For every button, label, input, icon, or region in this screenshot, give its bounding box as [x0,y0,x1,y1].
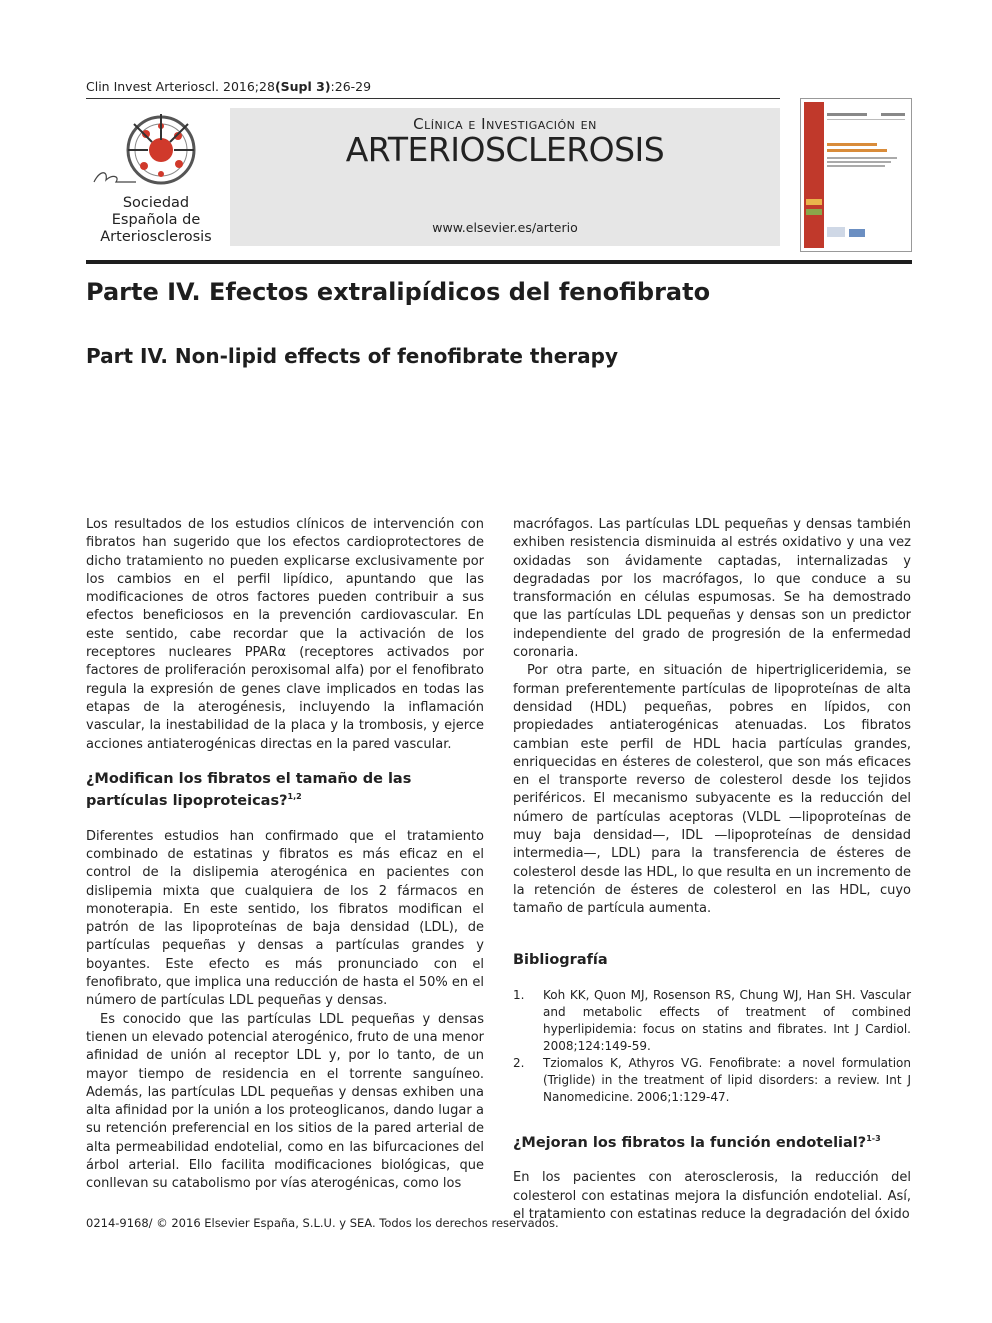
article-title-english: Part IV. Non-lipid effects of fenofibrate therapy [86,344,619,368]
body-paragraph: macrófagos. Las partículas LDL pequeñas y densas también exhiben resistencia disminuida al estrés oxidativo y una vez oxidadas son ávidamente captadas, internalizadas y degradadas por los macrófagos, lo que conduce a su transformación en células espumosas. Se ha demostrado que las partículas LDL pequeñas y densas son un predictor independiente del grado de progresión de la enfermedad coronaria. [513,517,911,661]
journal-cover-thumbnail [800,98,912,252]
reference-item: 2. Tziomalos K, Athyros VG. Fenofibrate: a novel formulation (Triglide) in the treatment of lipid disorders: a review. Int J Nanomedicine. 2006;1:129-47. [513,1055,911,1104]
header-divider [86,260,912,264]
body-paragraph: Es conocido que las partículas LDL pequeñas y densas tienen un elevado potencial aterogénico, fruto de una menor afinidad de unión al receptor LDL y, por lo tanto, de un mayor tiempo de residencia en el torrente sanguíneo. Además, las partículas LDL pequeñas y densas exhiben una alta afinidad por la unión a los proteoglicanos, dando lugar a su retención preferencial en los sitios de la pared arterial de alta permeabilidad endotelial, como en las bifurcaciones del árbol arterial. Ello facilita modificaciones biológicas, que conllevan su catabolismo por vías aterogénicas, como los [86,1011,484,1192]
reference-item: 1. Koh KK, Quon MJ, Rosenson RS, Chung WJ, Han SH. Vascular and metabolic effects of treatment of combined hyperlipidemia: focus on statins and fibrates. Int J Cardiol. 2008;124:149-59. [513,987,911,1053]
journal-subtitle: Clínica e Investigación en [413,115,597,133]
society-name: Sociedad Española de Arteriosclerosis [100,195,212,245]
body-paragraph: En los pacientes con aterosclerosis, la reducción del colesterol con estatinas mejora la disfunción endotelial. Así, el tratamiento con estatinas reduce la degradación del óxido [513,1170,911,1222]
reference-list [513,987,911,1106]
text-column-right [513,516,911,1224]
journal-cover-icon [801,99,911,251]
section-heading-endothelial: ¿Mejoran los fibratos la función endotelial?$^{1-3}$ [513,1133,881,1151]
intro-paragraph: Los resultados de los estudios clínicos de intervención con fibratos han sugerido que los efectos cardioprotectores de dicho tratamiento no pueden explicarse exclusivamente por los cambios en el perfil lipídico, apuntando que las modificaciones de otros factores pueden contribuir a sus efectos beneficiosos en la prevención cardiovascular. En este sentido, cabe recordar que la activación de los receptores nucleares PPARα (receptores activados por factores de proliferación peroxisomal alfa) por el fenofibrato regula la expresión de genes clave implicados en todas las etapas de la aterogénesis, incluyendo la inflamación vascular, la inestabilidad de la placa y la trombosis, y ejerce acciones antiaterogénicas directas en la pared vascular. [86,517,484,752]
journal-title: ARTERIOSCLEROSIS [345,130,665,169]
journal-citation: Clin Invest Arterioscl. 2016;28(Supl 3):26-29 [86,79,372,94]
society-emblem-icon [86,104,226,196]
journal-url[interactable]: www.elsevier.es/arterio [432,220,578,235]
article-title-spanish: Parte IV. Efectos extralipídicos del fenofibrato [86,278,711,306]
copyright-footer: 0214-9168/ © 2016 Elsevier España, S.L.U. y SEA. Todos los derechos reservados. [86,1216,559,1230]
header-rule [86,98,780,99]
text-column-left [86,516,484,1194]
bibliography-heading: Bibliografía [513,951,608,968]
body-paragraph: Diferentes estudios han confirmado que el tratamiento combinado de estatinas y fibratos es más eficaz en el control de la dislipemia aterogénica en pacientes con dislipemia mixta que cualquiera de los 2 fármacos en monoterapia. En este sentido, los fibratos modifican el patrón de las lipoproteínas de baja densidad (LDL), de partículas pequeñas y densas a partículas grandes y boyantes. Este efecto es más pronunciado con el fenofibrato, que implica una reducción de hasta el 50% en el número de partículas LDL pequeñas y densas. [86,828,484,1009]
body-paragraph: Por otra parte, en situación de hipertrigliceridemia, se forman preferentemente partículas de lipoproteínas de alta densidad (HDL) pequeñas, pobres en lípidos, con propiedades antiaterogénicas atenuadas. Los fibratos cambian este perfil de HDL hacia partículas grandes, enriquecidas en ésteres de colesterol, que son más eficaces en el transporte reverso de colesterol desde los tejidos periféricos. El mecanismo subyacente es la reducción del número de partículas aceptoras (VLDL —lipoproteínas de muy baja densidad—, IDL —lipoproteínas de densidad intermedia—, LDL) para la transferencia de ésteres de colesterol desde las HDL, lo que resulta en un incremento de la retención de ésteres de colesterol en las HDL, cuyo tamaño de partícula aumenta. [513,663,911,917]
section-heading-particle-size: ¿Modifican los fibratos el tamaño de las partículas lipoproteicas?$^{1,2}$ [86,770,412,809]
